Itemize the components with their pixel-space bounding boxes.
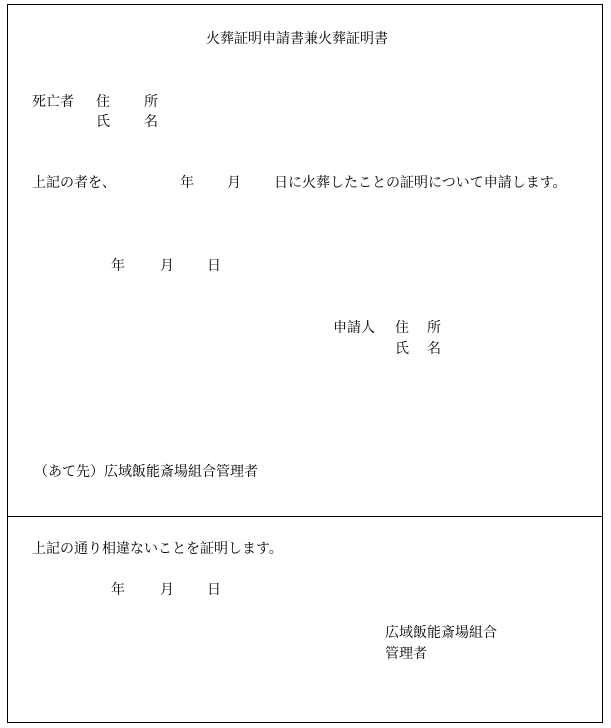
issuer-title: 管理者 xyxy=(385,646,427,662)
deceased-label: 死亡者 xyxy=(32,94,74,110)
request-date-month: 月 xyxy=(160,258,174,274)
request-date-day: 日 xyxy=(207,258,221,274)
certification-date-year: 年 xyxy=(111,582,125,598)
issuer-organization: 広域飯能斎場組合 xyxy=(385,625,497,641)
applicant-name-label-1: 氏 xyxy=(395,341,409,357)
deceased-address-label-1: 住 xyxy=(96,94,110,110)
request-month-label: 月 xyxy=(227,175,241,191)
request-statement xyxy=(14,172,600,194)
addressee: （あて先）広域飯能斎場組合管理者 xyxy=(34,464,258,480)
applicant-name-label-2: 名 xyxy=(427,341,441,357)
document-title: 火葬証明申請書兼火葬証明書 xyxy=(206,31,388,47)
request-date-year: 年 xyxy=(111,258,125,274)
certification-date-month: 月 xyxy=(160,582,174,598)
request-part-1: 上記の者を、 xyxy=(32,175,116,191)
deceased-name-label-2: 名 xyxy=(144,114,158,130)
request-part-2: 日に火葬したことの証明について申請します。 xyxy=(274,175,567,191)
section-divider xyxy=(8,516,602,517)
applicant-label: 申請人 xyxy=(333,320,375,336)
deceased-address-label-2: 所 xyxy=(144,94,158,110)
deceased-name-label-1: 氏 xyxy=(96,114,110,130)
cremation-certificate-form xyxy=(7,4,603,723)
applicant-address-label-2: 所 xyxy=(427,320,441,336)
certification-statement: 上記の通り相違ないことを証明します。 xyxy=(32,541,283,557)
applicant-address-label-1: 住 xyxy=(395,320,409,336)
request-year-label: 年 xyxy=(180,175,194,191)
certification-date-day: 日 xyxy=(207,582,221,598)
